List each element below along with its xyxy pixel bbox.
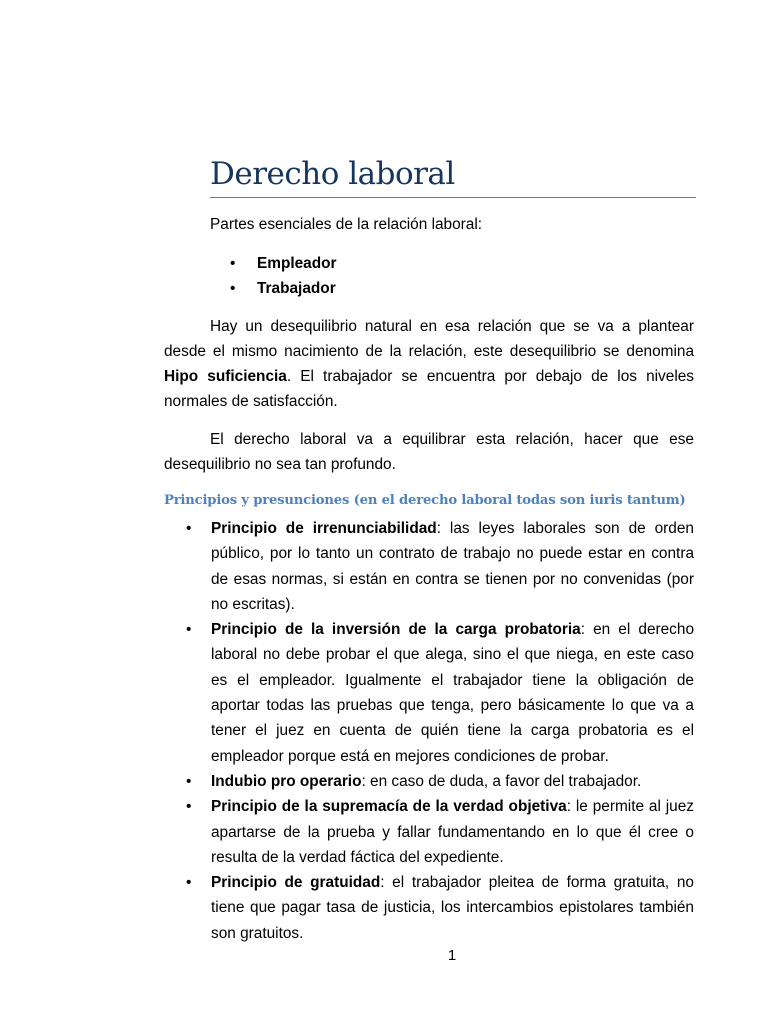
principle-text: : en caso de duda, a favor del trabajador. [361, 772, 642, 790]
page-number: 1 [447, 947, 457, 964]
bullet-icon: • [186, 621, 192, 639]
list-item [186, 870, 694, 946]
paragraph-bold-term: Hipo suficiencia [164, 368, 287, 385]
principles-list [186, 516, 694, 946]
principle-term: Principio de irrenunciabilidad [211, 520, 437, 537]
title-underline [210, 197, 696, 198]
bullet-icon: • [230, 255, 236, 272]
paragraph-text: Hay un desequilibrio natural en esa relación que se va a plantear desde el mismo nacimiento de la relación, este desequilibrio se denomina [164, 318, 694, 360]
principle-term: Principio de la inversión de la carga probatoria [211, 621, 581, 639]
section-heading: Principios y presunciones (en el derecho laboral todas son iuris tantum) [164, 493, 686, 508]
principle-text: : en el derecho laboral no debe probar el que alega, sino el que niega, en este caso es el empleador. Igualmente el trabajador tiene la obligación de aportar todas las pruebas que tenga, pero básicamente lo que va a tener el juez en cuenta de quién tiene la carga probatoria es el empleador porque está en mejores condiciones de probar. [211, 621, 694, 765]
list-item [186, 769, 694, 794]
principle-term: Principio de gratuidad [211, 874, 381, 892]
list-item [186, 617, 694, 769]
principle-term: Principio de la supremacía de la verdad objetiva [211, 798, 567, 816]
bullet-icon: • [230, 280, 236, 297]
bullet-icon: • [186, 798, 192, 816]
parts-list [230, 251, 337, 301]
principle-term: Indubio pro operario [211, 772, 362, 790]
page-title: Derecho laboral [210, 156, 455, 192]
list-item [230, 276, 337, 301]
principle-text: : le permite al juez apartarse de la prueba y fallar fundamentando en lo que él cree o resulta de la verdad fáctica del expediente. [211, 798, 694, 866]
part-label: Empleador [257, 255, 337, 272]
paragraph-imbalance [164, 314, 694, 414]
list-item [230, 251, 337, 276]
bullet-icon: • [186, 772, 192, 790]
principle-text: : las leyes laborales son de orden público, por lo tanto un contrato de trabajo no puede estar en contra de esas normas, si están en contra se tienen por no convenidas (por no escritas). [211, 520, 694, 613]
principle-text: : el trabajador pleitea de forma gratuita, no tiene que pagar tasa de justicia, los intercambios epistolares también son gratuitos. [211, 874, 694, 942]
paragraph-balance: El derecho laboral va a equilibrar esta relación, hacer que ese desequilibrio no sea tan profundo. [164, 431, 694, 473]
bullet-icon: • [186, 520, 192, 537]
part-label: Trabajador [257, 280, 336, 297]
intro-text: Partes esenciales de la relación laboral: [210, 216, 483, 233]
paragraph-text: . El trabajador se encuentra por debajo de los niveles normales de satisfacción. [164, 368, 694, 410]
list-item [186, 794, 694, 870]
bullet-icon: • [186, 874, 192, 892]
list-item [186, 516, 694, 617]
